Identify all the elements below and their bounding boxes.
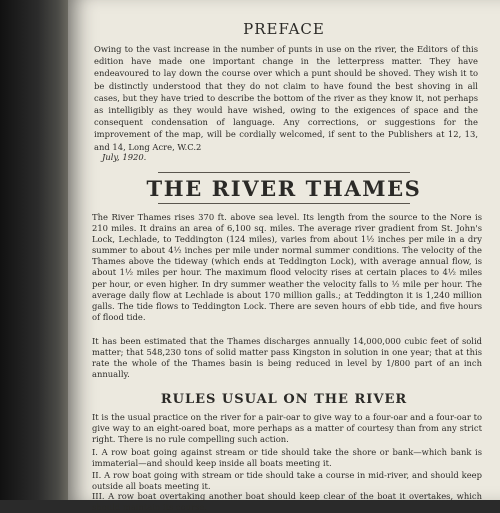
- book-binding: [0, 0, 68, 500]
- rules-title: RULES USUAL ON THE RIVER: [160, 392, 408, 407]
- preface-title: PREFACE: [243, 20, 325, 38]
- river-thames-title: THE RIVER THAMES: [146, 176, 422, 201]
- rule-item-1: I. A row boat going against stream or tide should take the shore or bank—which bank is immaterial—and should keep inside all boats meeting it.: [92, 447, 482, 469]
- preface-date: July, 1920.: [102, 152, 147, 162]
- rules-intro: It is the usual practice on the river for a pair-oar to give way to a four-oar and a four-oar to give way to an eight-oared boat, more perhaps as a matter of courtesy than from any strict right. There is no rule compelling such action.: [92, 412, 482, 445]
- book-page: [68, 0, 500, 513]
- river-paragraph-1: The River Thames rises 370 ft. above sea level. Its length from the source to the Nore is 210 miles. It drains an area of 6,100 sq. miles. The average river gradient from St. John's Lock, Lechlade, to Teddington (124 miles), varies from about 1½ inches per mile in a dry summer to about 4½ inches per mile under normal summer conditions. The velocity of the Thames above the tideway (which ends at Teddington Lock), with average annual flow, is about 1½ miles per hour. The maximum flood velocity rises at certain places to 4½ miles per hour, or even higher. In dry summer weather the velocity falls to ½ mile per hour. The average daily flow at Lechlade is about 170 million galls.; at Teddington it is 1,240 million galls. The tide flows to Teddington Lock. There are seven hours of ebb tide, and five hours of flood tide.: [92, 212, 482, 322]
- rule-item-3: III. A row boat overtaking another boat should keep clear of the boat it overtakes, which should maintain its course.: [92, 491, 482, 513]
- divider-bottom: [158, 203, 410, 204]
- divider-top: [158, 172, 410, 173]
- river-paragraph-2: It has been estimated that the Thames discharges annually 14,000,000 cubic feet of solid matter; that 548,230 tons of solid matter pass Kingston in solution in one year; that at this rate the whole of the Thames basin is being reduced in level by 1/800 part of an inch annually.: [92, 336, 482, 380]
- rule-item-2: II. A row boat going with stream or tide should take a course in mid-river, and should keep outside all boats meeting it.: [92, 470, 482, 492]
- preface-body: Owing to the vast increase in the number of punts in use on the river, the Editors of this edition have made one important change in the letterpress matter. They have endeavoured to lay down the course over which a punt should be shoved. They wish it to be distinctly understood that they do not claim to have found the best shoving in all cases, but they have tried to describe the bottom of the river as they know it, not perhaps as intelligibly as they would have wished, owing to the exigences of space and the consequent condensation of language. Any corrections, or suggestions for the improvement of the map, will be cordially welcomed, if sent to the Publishers at 12, 13, and 14, Long Acre, W.C.2: [94, 44, 478, 152]
